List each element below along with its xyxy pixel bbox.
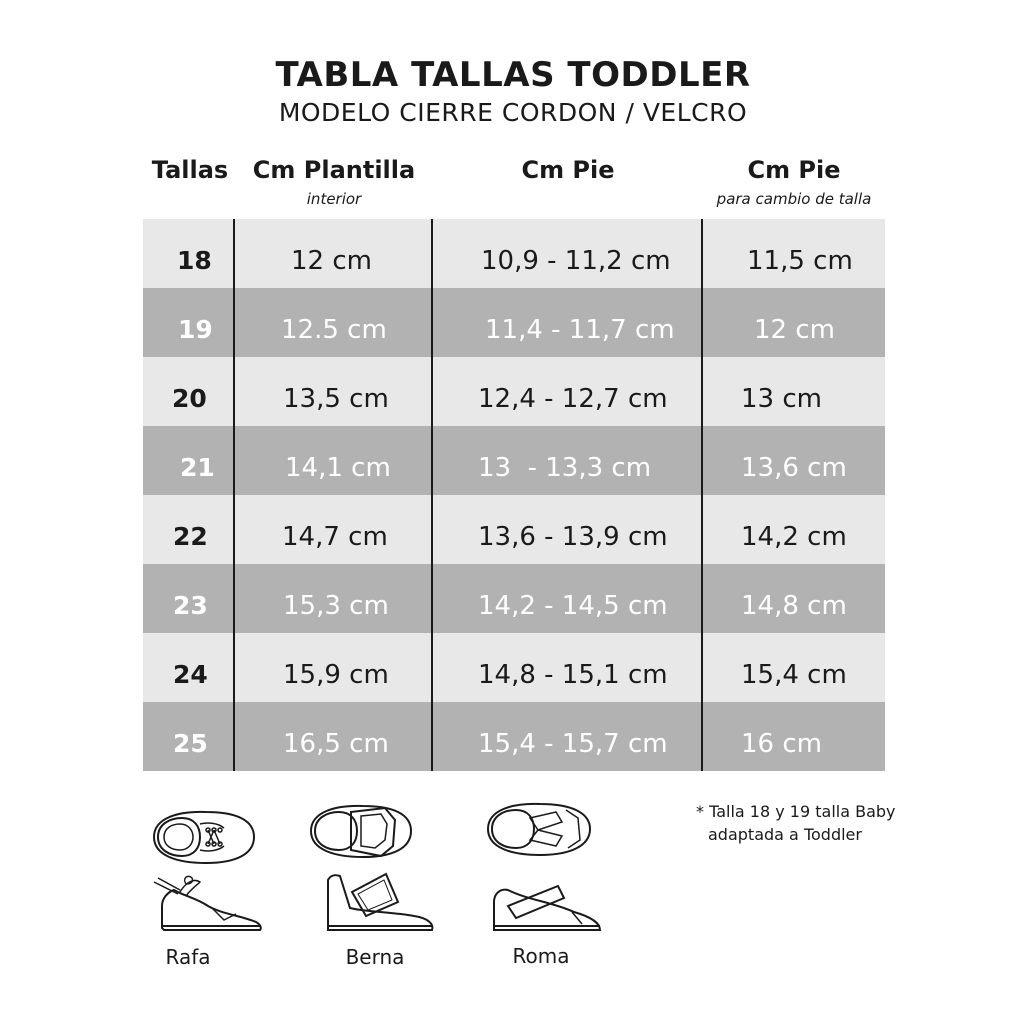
pie-cell: 12,4 - 12,7 cm	[478, 384, 668, 414]
header-cm-pie-cambio-sub: para cambio de talla	[716, 190, 872, 208]
header-cm-pie-cambio: Cm Pie	[747, 156, 841, 184]
berna-top-shoe-icon	[305, 800, 417, 862]
table-row	[143, 219, 885, 288]
pie-cell: 13,6 - 13,9 cm	[478, 522, 668, 552]
size-table	[143, 219, 885, 771]
pie-cell: 10,9 - 11,2 cm	[481, 246, 671, 276]
header-cm-plantilla: Cm Plantilla	[252, 156, 416, 184]
model-name-rafa: Rafa	[165, 945, 211, 969]
roma-side-shoe-icon	[488, 876, 606, 936]
header-cm-pie: Cm Pie	[521, 156, 615, 184]
model-name-roma: Roma	[512, 944, 570, 968]
plantilla-cell: 15,9 cm	[283, 660, 389, 690]
column-divider	[431, 219, 433, 771]
rafa-top-shoe-icon	[148, 806, 260, 868]
rafa-side-shoe-icon	[150, 872, 266, 934]
column-divider	[233, 219, 235, 771]
cambio-cell: 12 cm	[754, 315, 835, 345]
model-name-berna: Berna	[345, 945, 405, 969]
note-line-1: * Talla 18 y 19 talla Baby	[696, 802, 896, 821]
size-cell: 20	[172, 384, 207, 413]
berna-side-shoe-icon	[322, 868, 440, 936]
cambio-cell: 13 cm	[741, 384, 822, 414]
page-subtitle: MODELO CIERRE CORDON / VELCRO	[278, 98, 748, 127]
header-tallas: Tallas	[151, 156, 229, 184]
plantilla-cell: 14,7 cm	[282, 522, 388, 552]
column-divider	[701, 219, 703, 771]
pie-cell: 15,4 - 15,7 cm	[478, 729, 668, 759]
plantilla-cell: 12.5 cm	[281, 315, 387, 345]
cambio-cell: 13,6 cm	[741, 453, 847, 483]
table-row	[143, 495, 885, 564]
pie-cell: 14,2 - 14,5 cm	[478, 591, 668, 621]
cambio-cell: 11,5 cm	[747, 246, 853, 276]
pie-cell: 13 - 13,3 cm	[478, 453, 652, 483]
size-cell: 21	[180, 453, 215, 482]
table-row	[143, 633, 885, 702]
cambio-cell: 15,4 cm	[741, 660, 847, 690]
plantilla-cell: 14,1 cm	[285, 453, 391, 483]
roma-top-shoe-icon	[482, 798, 596, 860]
pie-cell: 11,4 - 11,7 cm	[485, 315, 675, 345]
table-row	[143, 357, 885, 426]
plantilla-cell: 13,5 cm	[283, 384, 389, 414]
size-cell: 23	[173, 591, 208, 620]
cambio-cell: 14,8 cm	[741, 591, 847, 621]
cambio-cell: 16 cm	[741, 729, 822, 759]
size-cell: 19	[178, 315, 213, 344]
cambio-cell: 14,2 cm	[741, 522, 847, 552]
table-row	[143, 564, 885, 633]
note-line-2: adaptada a Toddler	[708, 825, 862, 844]
size-cell: 18	[177, 246, 212, 275]
size-cell: 24	[173, 660, 208, 689]
size-cell: 25	[173, 729, 208, 758]
plantilla-cell: 16,5 cm	[283, 729, 389, 759]
size-cell: 22	[173, 522, 208, 551]
header-cm-plantilla-sub: interior	[306, 190, 362, 208]
plantilla-cell: 12 cm	[291, 246, 372, 276]
page-title: TABLA TALLAS TODDLER	[275, 55, 751, 95]
pie-cell: 14,8 - 15,1 cm	[478, 660, 668, 690]
plantilla-cell: 15,3 cm	[283, 591, 389, 621]
table-row	[143, 702, 885, 771]
table-row	[143, 288, 885, 357]
size-note	[696, 800, 896, 846]
table-row	[143, 426, 885, 495]
